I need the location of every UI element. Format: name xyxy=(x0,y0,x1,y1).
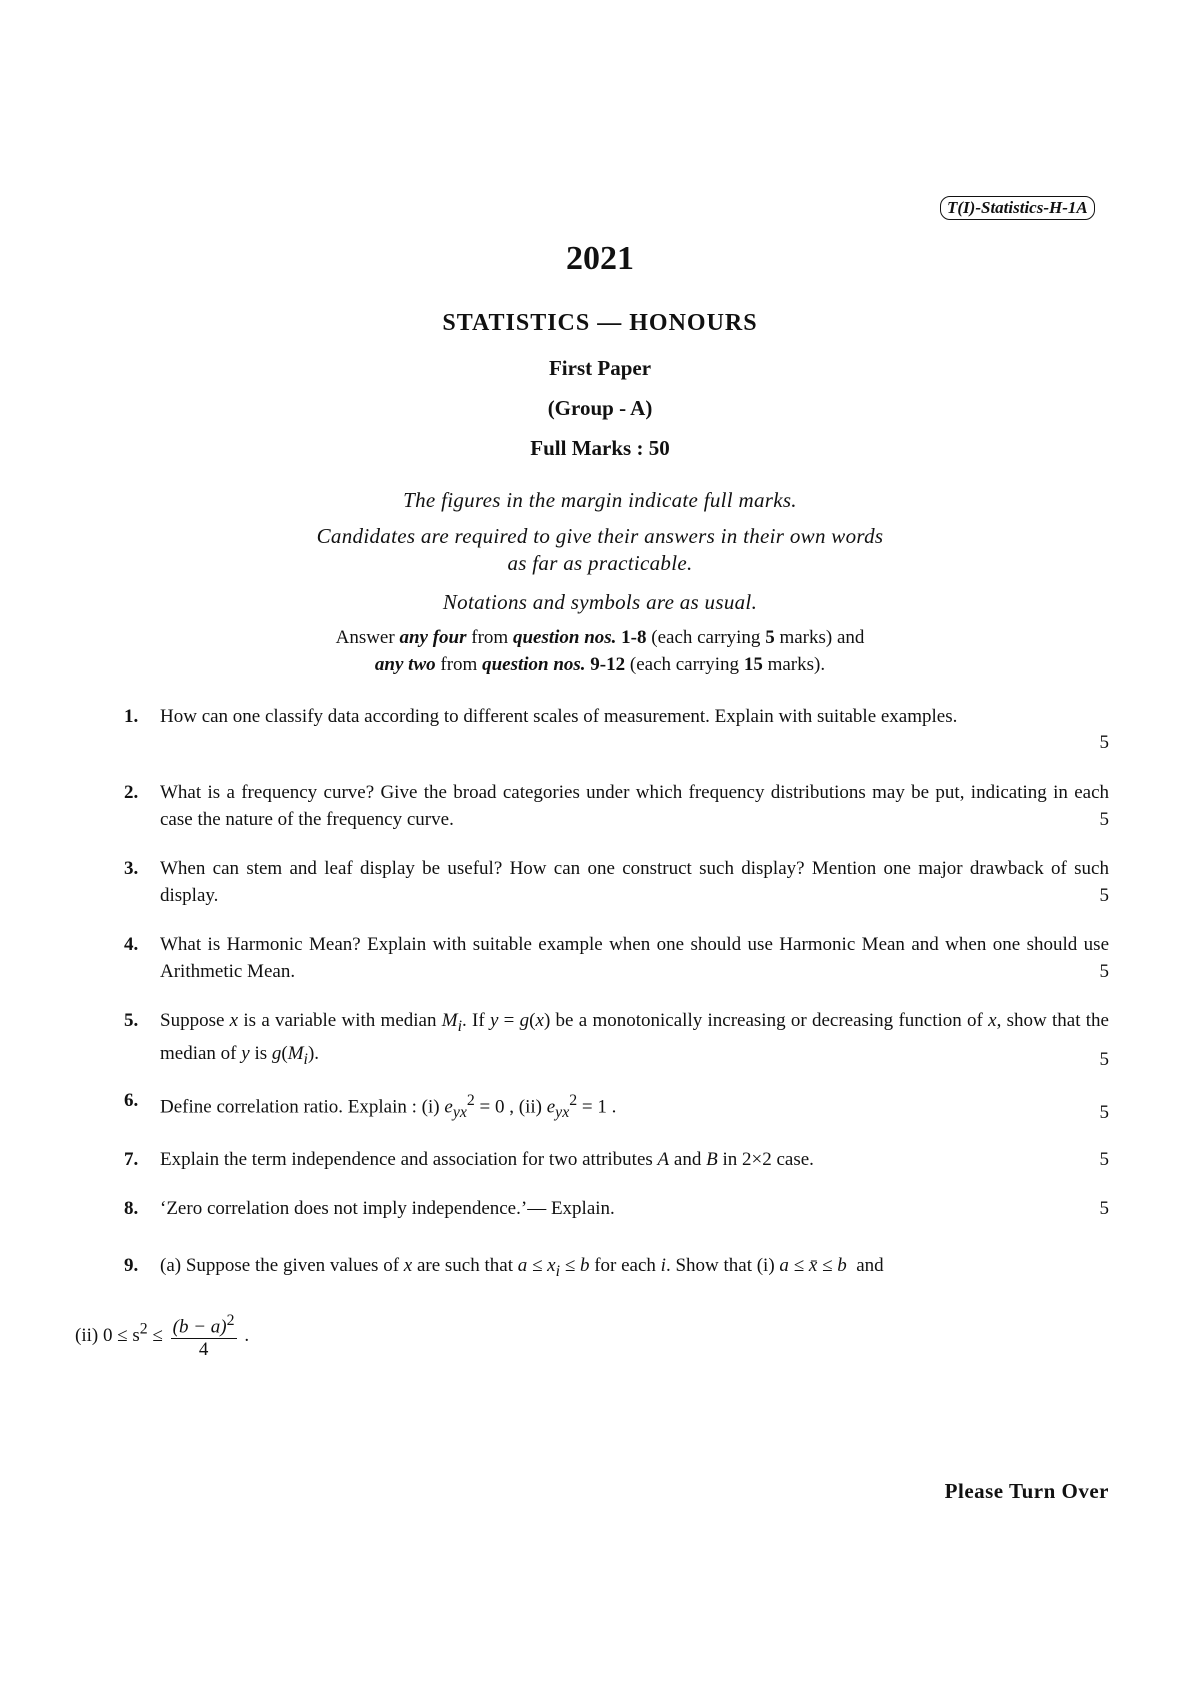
group-title: (Group - A) xyxy=(547,396,653,420)
question-2: 2. What is a frequency curve? Give the broad categories under which frequency distributions may be put, indicating in each case the nature of the frequency curve. 5 xyxy=(124,779,1109,833)
paper-code-box: T(I)-Statistics-H-1A xyxy=(940,196,1095,220)
instruction-own-words: Candidates are required to give their answers in their own words xyxy=(316,524,884,548)
marks: 5 xyxy=(1099,1102,1109,1124)
marks: 5 xyxy=(1099,885,1109,906)
instruction-notations: Notations and symbols are as usual. xyxy=(442,590,758,614)
paper-title: First Paper xyxy=(548,356,652,380)
marks: 5 xyxy=(1099,809,1109,830)
fraction: $\frac{(b - a)^2}{4}$ xyxy=(172,1312,235,1361)
marks: 5 xyxy=(1099,732,1109,753)
marks: 5 xyxy=(1099,1198,1109,1219)
question-1: 1. How can one classify data according to different scales of measurement. Explain with suitable examples. 5 xyxy=(124,703,1109,756)
marks: 5 xyxy=(1099,1149,1109,1170)
exam-year: 2021 xyxy=(566,240,634,277)
please-turn-over: Please Turn Over xyxy=(944,1479,1109,1503)
question-5: 5. Suppose x is a variable with median $M_i$. If y = g(x) be a monotonically increasing or decreasing function of x, show that the median of y is $g(M_i)$. 5 xyxy=(124,1007,1109,1073)
question-9-part-ii: (ii) $0 \le s^2$ ≤ $\frac{(b - a)^2}{4}$ . xyxy=(75,1312,250,1361)
question-6: 6. Define correlation ratio. Explain : (i) $e_{yx}^2 = 0$ , (ii) $e_{yx}^2 = 1$ . 5 xyxy=(124,1087,1109,1126)
marks: 5 xyxy=(1099,961,1109,982)
instruction-answer-line-2: any two from question nos. 9-12 (each carrying 15 marks). xyxy=(374,654,826,675)
instruction-margin: The figures in the margin indicate full marks. xyxy=(403,488,797,512)
question-9: 9. (a) Suppose the given values of x are such that $a \le x_i \le b$ for each i. Show that (i) a ≤ x̄ ≤ b and xyxy=(124,1255,884,1280)
question-4: 4. What is Harmonic Mean? Explain with suitable example when one should use Harmonic Mean and when one should use Arithmetic Mean. 5 xyxy=(124,931,1109,985)
full-marks: Full Marks : 50 xyxy=(530,436,670,460)
subject-title: STATISTICS — HONOURS xyxy=(442,310,758,336)
marks: 5 xyxy=(1099,1048,1109,1070)
question-7: 7. Explain the term independence and association for two attributes A and B in 2×2 case. 5 xyxy=(124,1146,1109,1173)
instruction-practicable: as far as practicable. xyxy=(507,551,693,575)
question-8: 8. ‘Zero correlation does not imply independence.’— Explain. 5 xyxy=(124,1195,1109,1222)
question-3: 3. When can stem and leaf display be useful? How can one construct such display? Mention one major drawback of such display. 5 xyxy=(124,855,1109,909)
instruction-answer-line-1: Answer any four from question nos. 1-8 (each carrying 5 marks) and xyxy=(335,627,865,648)
